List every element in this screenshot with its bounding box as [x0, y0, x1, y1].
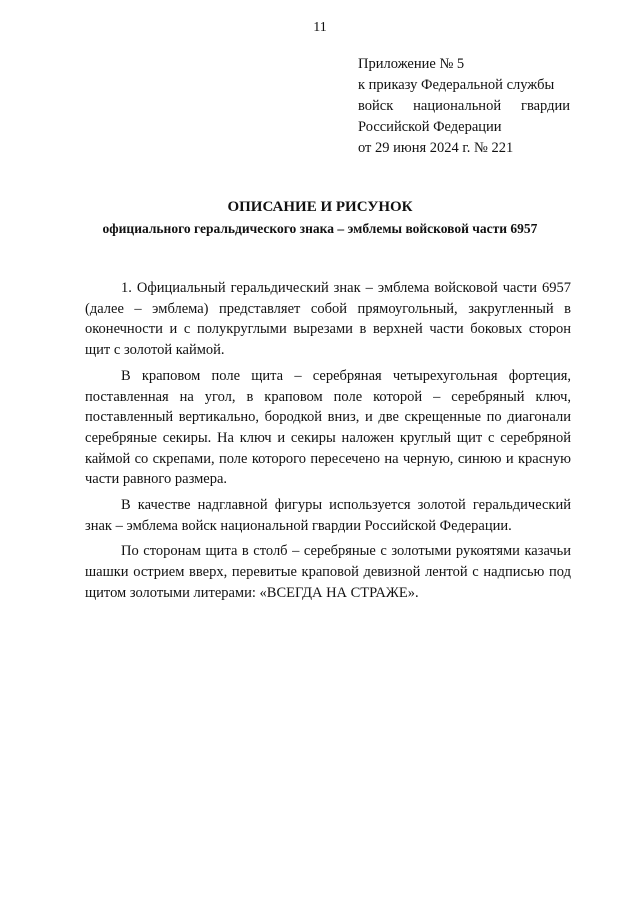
appendix-line: от 29 июня 2024 г. № 221 — [358, 140, 514, 156]
document-body — [85, 278, 571, 609]
appendix-line: к приказу Федеральной службы — [358, 77, 555, 93]
paragraph: В краповом поле щита – серебряная четырехугольная фортеция, поставленная на угол, в краповом поле которой – серебряный ключ, поставленный вертикально, бородкой вниз, и две скрещенные по диагонали серебряные секиры. На ключ и секиры наложен круглый щит с серебряной каймой со скрепами, поле которого пересечено на черную, синюю и красную части равного размера. — [85, 367, 571, 488]
paragraph: По сторонам щита в столб – серебряные с золотыми рукоятями казачьи шашки острием вверх, перевитые краповой девизной лентой с надписью под щитом золотыми литерами: «ВСЕГДА НА СТРАЖЕ». — [85, 543, 571, 601]
appendix-line: Российской Федерации — [358, 119, 502, 135]
appendix-block — [358, 54, 570, 159]
appendix-line: войск национальной гвардии — [358, 98, 570, 114]
document-title: ОПИСАНИЕ И РИСУНОК — [227, 199, 413, 215]
document-subtitle: официального геральдического знака – эмблемы войсковой части 6957 — [102, 221, 538, 236]
paragraph: 1. Официальный геральдический знак – эмблема войсковой части 6957 (далее – эмблема) представляет собой прямоугольный, закругленный в оконечности и с полукруглыми вырезами в верхней части боковых сторон щит с золотой каймой. — [85, 280, 571, 359]
page-number: 11 — [313, 20, 327, 35]
paragraph: В качестве надглавной фигуры используется золотой геральдический знак – эмблема войск национальной гвардии Российской Федерации. — [85, 497, 571, 534]
appendix-line: Приложение № 5 — [358, 56, 465, 72]
